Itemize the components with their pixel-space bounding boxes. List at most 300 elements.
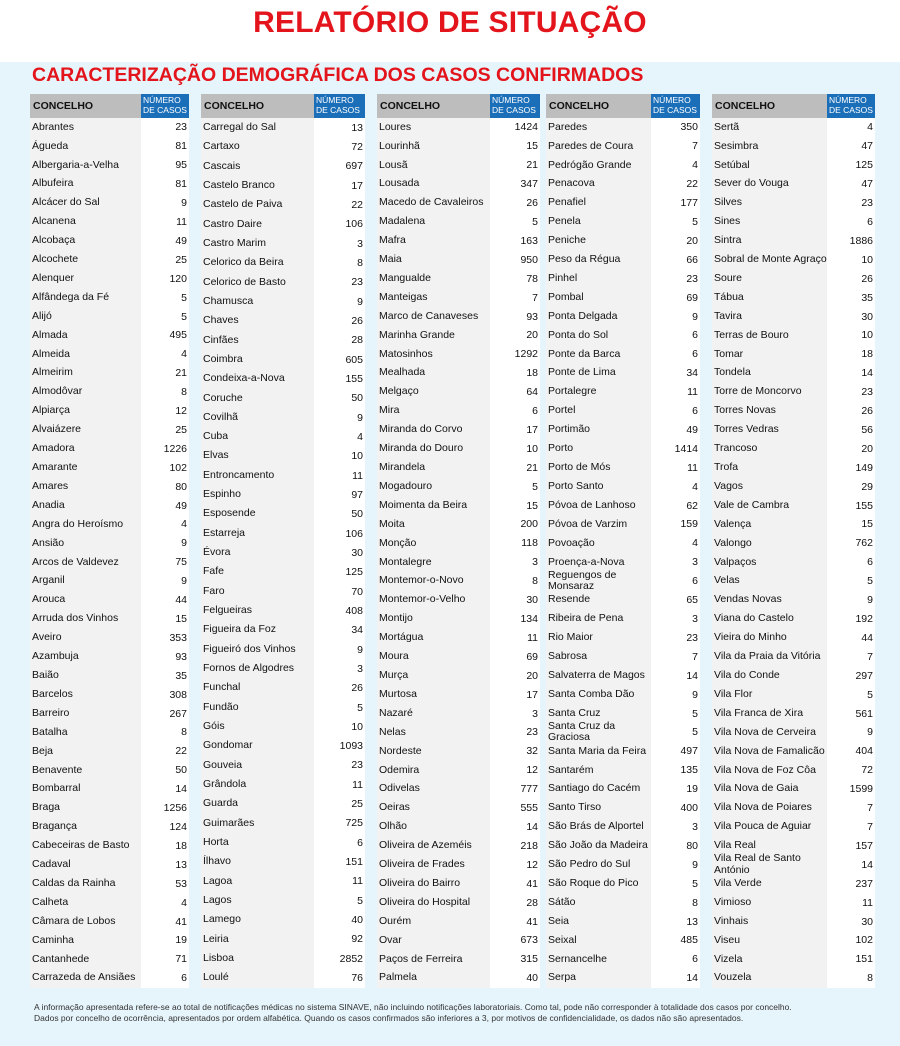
table-row [712,250,875,269]
concelho-name: Sintra [714,234,742,247]
table-row [30,780,189,799]
concelho-name: Melgaço [379,385,419,398]
concelho-name: Vila Nova de Poiares [714,801,812,814]
concelho-name: Santa Comba Dão [548,687,635,700]
concelho-name: Coimbra [203,352,243,365]
case-count: 697 [345,160,363,173]
table-row [546,515,700,534]
column-header-numero: NÚMERO DE CASOS [827,94,875,118]
case-count: 555 [520,802,538,815]
case-count: 17 [351,179,363,192]
table-row [712,421,875,440]
case-count: 5 [867,575,873,588]
table-row [546,780,700,799]
case-count: 11 [687,386,698,399]
concelho-name: Maia [379,253,402,266]
case-count: 32 [526,745,538,758]
table-row [201,273,365,292]
concelho-name: Funchal [203,681,241,694]
concelho-name: Povoação [548,536,595,549]
table-row [377,647,540,666]
case-count: 28 [526,896,538,909]
case-count: 21 [526,461,538,474]
table-row [377,515,540,534]
case-count: 4 [692,480,698,493]
concelho-name: Chamusca [203,294,254,307]
case-count: 3 [357,662,363,675]
table-row [30,156,189,175]
concelho-name: Pedrógão Grande [548,158,632,171]
concelho-name: Coruche [203,391,243,404]
case-count: 23 [686,272,698,285]
table-row [546,647,700,666]
case-count: 4 [692,159,698,172]
case-count: 12 [526,764,538,777]
table-row [201,369,365,388]
case-count: 120 [169,272,187,285]
concelho-name: Lagos [203,894,232,907]
table-row [377,685,540,704]
case-count: 163 [520,234,538,247]
concelho-name: Torre de Moncorvo [714,385,802,398]
concelho-name: Manteigas [379,290,428,303]
concelho-name: Anadia [32,498,65,511]
column-header-concelho: CONCELHO [712,94,827,118]
case-count: 92 [351,933,363,946]
case-count: 5 [692,707,698,720]
table-row [201,756,365,775]
concelho-name: Celorico de Basto [203,275,286,288]
table-row [201,157,365,176]
table-row [377,610,540,629]
table-row [201,717,365,736]
table-row [377,836,540,855]
concelho-name: Odivelas [379,782,420,795]
concelho-name: Portel [548,404,576,417]
table-row [546,175,700,194]
case-count: 125 [855,159,873,172]
concelho-name: Serpa [548,971,577,984]
case-count: 30 [351,546,363,559]
case-count: 6 [692,329,698,342]
case-count: 19 [175,934,187,947]
concelho-name: Figueira da Foz [203,623,276,636]
case-count: 69 [686,291,698,304]
concelho-name: Vila Real [714,839,756,852]
concelho-name: Salvaterra de Magos [548,668,645,681]
case-count: 47 [861,178,873,191]
table-row [201,137,365,156]
case-count: 5 [532,480,538,493]
case-count: 35 [861,291,873,304]
concelho-name: Amadora [32,442,75,455]
concelho-name: Almeida [32,347,70,360]
concelho-name: Mealhada [379,366,426,379]
table-row [377,307,540,326]
case-count: 118 [521,537,538,550]
table-row [30,307,189,326]
case-count: 40 [351,914,363,927]
case-count: 177 [680,197,698,210]
case-count: 155 [345,372,363,385]
table-row [30,610,189,629]
table-row [712,893,875,912]
concelho-name: Fundão [203,700,239,713]
table-row [712,137,875,156]
concelho-name: Setúbal [714,158,750,171]
table-row [712,402,875,421]
case-count: 44 [861,631,873,644]
concelho-name: Montijo [379,612,413,625]
table-row [201,524,365,543]
table-row [377,591,540,610]
table-row [201,505,365,524]
case-count: 106 [345,527,363,540]
case-count: 561 [855,707,873,720]
concelho-name: Mirandela [379,461,426,474]
table-row [546,568,700,593]
table-row [377,893,540,912]
concelho-name: Figueiró dos Vinhos [203,642,296,655]
case-count: 14 [686,669,698,682]
table-row [30,666,189,685]
concelho-name: Vila da Praia da Vitória [714,650,821,663]
case-count: 22 [351,198,363,211]
table-row [377,723,540,742]
concelho-name: Calheta [32,895,69,908]
case-count: 93 [526,310,538,323]
table-row [546,742,700,761]
concelho-name: Sertã [714,120,740,133]
concelho-name: Guarda [203,797,239,810]
case-count: 950 [520,253,538,266]
concelho-name: Moimenta da Beira [379,498,468,511]
concelho-name: Fornos de Algodres [203,662,295,675]
concelho-name: Loures [379,120,412,133]
concelho-name: Vale de Cambra [714,498,790,511]
concelho-name: Alvaiázere [32,423,82,436]
concelho-name: Resende [548,593,591,606]
concelho-name: Almeirim [32,366,73,379]
case-count: 106 [345,218,363,231]
table-row [377,742,540,761]
case-count: 41 [526,877,538,890]
concelho-name: Sines [714,215,741,228]
concelho-name: Oliveira do Bairro [379,876,461,889]
concelho-name: Ponte de Lima [548,366,616,379]
table-row [546,231,700,250]
table-row [201,852,365,871]
concelho-name: Peniche [548,234,586,247]
table-row [201,737,365,756]
table-row [377,156,540,175]
table-row [546,213,700,232]
case-count: 192 [855,613,873,626]
footnote-line: A informação apresentada refere-se ao total de notificações médicas no sistema SINAVE, não incluindo notificações laboratoriais. Como tal, pode não corresponder à totalidade dos casos por concelho. [34,1002,792,1012]
table-row [546,818,700,837]
case-count: 6 [181,972,187,985]
concelho-name: Porto de Mós [548,461,611,474]
concelho-name: Oliveira do Hospital [379,895,471,908]
table-row [201,427,365,446]
concelho-name: Vila Nova de Cerveira [714,725,816,738]
concelho-name: Silves [714,196,743,209]
concelho-name: Entroncamento [203,468,275,481]
concelho-name: Águeda [32,139,69,152]
case-count: 125 [345,566,363,579]
case-count: 400 [680,802,698,815]
concelho-name: Seia [548,914,570,927]
concelho-name: Castelo de Paiva [203,198,283,211]
case-count: 9 [867,594,873,607]
table-row [546,477,700,496]
concelho-name: Benavente [32,763,83,776]
concelho-name: Almada [32,328,68,341]
case-count: 5 [181,291,187,304]
table-row [201,949,365,968]
case-count: 11 [527,631,538,644]
table-row [546,307,700,326]
concelho-name: Nelas [379,725,406,738]
table-row [30,458,189,477]
table-row [712,307,875,326]
case-count: 72 [351,140,363,153]
concelho-name: Monção [379,536,417,549]
concelho-name: Murça [379,668,409,681]
case-count: 11 [176,215,187,228]
case-count: 4 [181,348,187,361]
table-column [712,94,875,988]
table-row [201,331,365,350]
case-count: 76 [351,972,363,985]
table-rows [377,118,540,988]
case-count: 6 [692,348,698,361]
case-count: 23 [861,197,873,210]
case-count: 218 [520,839,538,852]
concelho-name: Palmela [379,971,417,984]
case-count: 7 [692,140,698,153]
table-row [201,195,365,214]
case-count: 13 [351,121,363,134]
case-count: 21 [526,159,538,172]
table-row [546,383,700,402]
table-row [377,572,540,591]
concelho-name: Viana do Castelo [714,612,794,625]
table-row [377,477,540,496]
table-row [377,231,540,250]
table-column [377,94,540,988]
case-count: 23 [351,759,363,772]
table-row [377,553,540,572]
table-row [712,912,875,931]
table-row [377,458,540,477]
case-count: 6 [867,215,873,228]
table-row [30,515,189,534]
concelho-name: Torres Novas [714,404,776,417]
case-count: 151 [855,953,873,966]
table-row [546,364,700,383]
concelho-name: São Brás de Alportel [548,820,644,833]
concelho-name: Gondomar [203,739,253,752]
section-subtitle: CARACTERIZAÇÃO DEMOGRÁFICA DOS CASOS CONFIRMADOS [32,64,644,86]
case-count: 9 [692,310,698,323]
table-column [201,94,365,988]
concelho-name: Vieira do Minho [714,631,787,644]
concelho-name: Ribeira de Pena [548,612,624,625]
concelho-name: Sátão [548,895,576,908]
table-row [546,610,700,629]
case-count: 15 [526,499,538,512]
table-row [712,515,875,534]
case-count: 9 [357,295,363,308]
case-count: 9 [692,688,698,701]
case-count: 157 [855,839,873,852]
table-row [30,231,189,250]
concelho-name: Barcelos [32,687,73,700]
table-row [377,175,540,194]
table-row [546,269,700,288]
case-count: 72 [861,764,873,777]
concelho-name: Portimão [548,423,591,436]
case-count: 25 [175,253,187,266]
table-row [201,466,365,485]
concelho-name: Ponta do Sol [548,328,609,341]
case-count: 404 [855,745,873,758]
concelho-name: Ílhavo [203,855,232,868]
table-row [30,704,189,723]
concelho-name: Mangualde [379,271,431,284]
case-count: 7 [692,650,698,663]
case-count: 34 [686,367,698,380]
concelho-name: São Roque do Pico [548,876,639,889]
column-header-concelho: CONCELHO [30,94,141,118]
table-rows [712,118,875,988]
concelho-name: Cadaval [32,858,71,871]
table-row [377,628,540,647]
table-row [30,175,189,194]
concelho-name: Ponta Delgada [548,309,618,322]
case-count: 10 [351,450,363,463]
table-row [712,742,875,761]
case-count: 19 [686,783,698,796]
concelho-name: Felgueiras [203,604,253,617]
case-count: 15 [861,518,873,531]
case-count: 3 [532,556,538,569]
concelho-name: Mortágua [379,631,424,644]
case-count: 4 [357,430,363,443]
concelho-name: Tomar [714,347,744,360]
concelho-name: Santo Tirso [548,801,602,814]
concelho-name: Castelo Branco [203,178,275,191]
table-row [546,156,700,175]
table-row [712,874,875,893]
table-row [377,855,540,874]
case-count: 7 [532,291,538,304]
case-count: 26 [861,405,873,418]
table-row [546,496,700,515]
table-column [30,94,189,988]
case-count: 81 [175,178,187,191]
table-row [712,477,875,496]
case-count: 49 [175,234,187,247]
concelho-name: Caminha [32,933,75,946]
case-count: 50 [351,508,363,521]
case-count: 267 [169,707,187,720]
table-row [30,855,189,874]
table-row [546,591,700,610]
table-row [546,458,700,477]
table-row [712,458,875,477]
concelho-name: Miranda do Douro [379,442,464,455]
table-row [712,647,875,666]
concelho-name: Grândola [203,778,247,791]
table-row [30,647,189,666]
case-count: 30 [861,915,873,928]
case-count: 102 [169,461,187,474]
concelho-name: Oliveira de Frades [379,858,465,871]
table-row [30,836,189,855]
case-count: 26 [351,682,363,695]
table-row [712,969,875,988]
table-row [30,969,189,988]
case-count: 69 [526,650,538,663]
case-count: 6 [867,556,873,569]
concelho-name: Alfândega da Fé [32,290,110,303]
table-column [546,94,700,988]
concelho-name: São João da Madeira [548,839,648,852]
concelho-name: Cabeceiras de Basto [32,839,130,852]
case-count: 25 [175,423,187,436]
case-count: 47 [861,140,873,153]
case-count: 53 [175,877,187,890]
case-count: 11 [352,469,363,482]
case-count: 7 [867,802,873,815]
case-count: 5 [357,701,363,714]
case-count: 6 [357,836,363,849]
table-row [201,775,365,794]
case-count: 34 [351,624,363,637]
concelho-name: Cantanhede [32,952,90,965]
case-count: 15 [526,140,538,153]
concelho-name: Marinha Grande [379,328,455,341]
concelho-name: Lamego [203,913,241,926]
case-count: 93 [175,650,187,663]
concelho-name: Trofa [714,461,739,474]
concelho-name: Vimioso [714,895,752,908]
column-header-concelho: CONCELHO [546,94,651,118]
table-row [377,194,540,213]
case-count: 308 [169,688,187,701]
concelho-name: Vila Pouca de Aguiar [714,820,812,833]
table-row [30,893,189,912]
case-count: 22 [175,745,187,758]
case-count: 4 [181,518,187,531]
case-count: 10 [526,442,538,455]
table-row [712,591,875,610]
table-row [30,269,189,288]
case-count: 1226 [163,442,187,455]
concelho-name: Barreiro [32,706,70,719]
concelho-name: Olhão [379,820,408,833]
concelho-name: Castro Marim [203,236,267,249]
concelho-name: Sernancelhe [548,952,607,965]
table-row [712,326,875,345]
concelho-name: Alcácer do Sal [32,196,100,209]
case-count: 80 [175,480,187,493]
concelho-name: Odemira [379,763,420,776]
case-count: 64 [526,386,538,399]
case-count: 1292 [514,348,538,361]
